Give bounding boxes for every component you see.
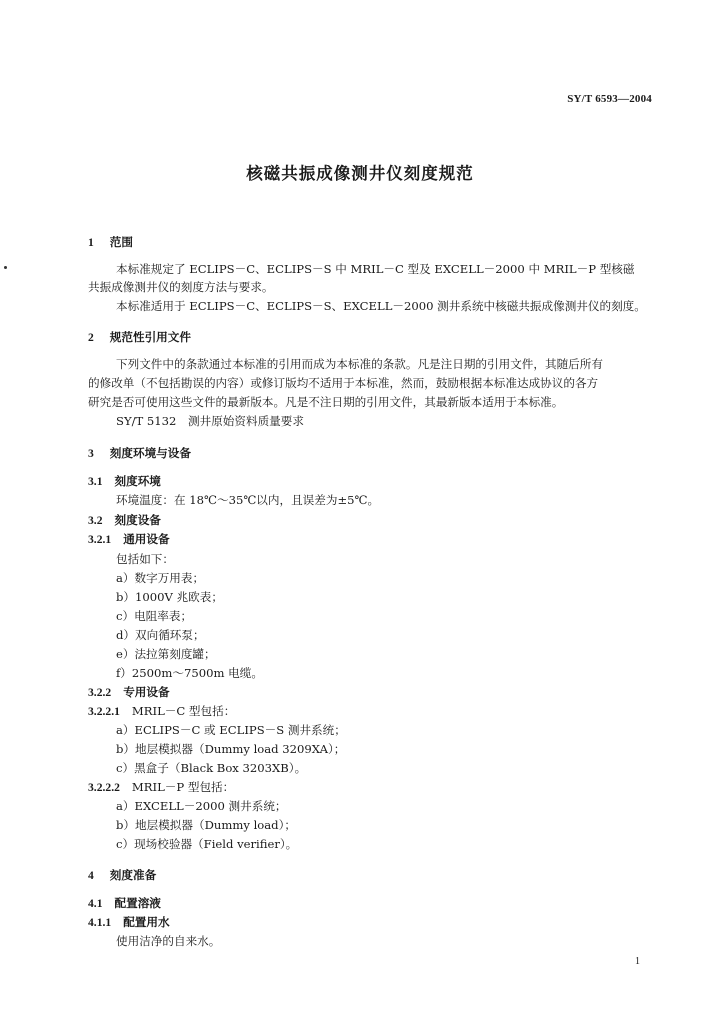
section-1-heading	[88, 235, 133, 250]
subsection-number: 4.1.1	[88, 916, 112, 929]
subsection-title: 刻度环境	[114, 474, 161, 488]
subsection-number: 3.2.2.2	[88, 781, 120, 794]
list-item: c）现场校验器（Field verifier）。	[116, 837, 298, 851]
subsection-number: 3.2.2.1	[88, 705, 120, 718]
subsection-4-1-heading	[88, 896, 161, 911]
section-number: 4	[88, 869, 94, 882]
list-item: a）ECLIPS－C 或 ECLIPS－S 测井系统；	[116, 723, 346, 737]
subsection-title: 配置用水	[123, 915, 170, 929]
paragraph: 本标准适用于 ECLIPS－C、ECLIPS－S、EXCELL－2000 测井系统中核磁共振成像测井仪的刻度。	[116, 299, 646, 313]
list-item: b）地层模拟器（Dummy load 3209XA）；	[116, 742, 346, 756]
subsection-title: 专用设备	[123, 685, 170, 699]
document-header-code: SY/T 6593—2004	[567, 93, 652, 105]
subsection-number: 3.2.2	[88, 686, 112, 699]
subsection-number: 3.2.1	[88, 533, 112, 546]
page-number: 1	[635, 956, 640, 967]
subsection-3-2-2-heading	[88, 685, 170, 700]
document-title: 核磁共振成像测井仪刻度规范	[246, 164, 474, 183]
list-item: d）双向循环泵；	[116, 628, 205, 642]
subsection-title: 通用设备	[123, 532, 170, 546]
subsection-text: MRIL－C 型包括：	[131, 704, 236, 718]
section-title: 刻度准备	[109, 868, 157, 882]
paragraph: 共振成像测井仪的刻度方法与要求。	[88, 280, 274, 294]
subsection-title: 刻度设备	[114, 513, 161, 527]
section-4-heading	[88, 868, 156, 883]
list-item: c）电阻率表；	[116, 609, 193, 623]
subsection-number: 3.2	[88, 514, 103, 527]
section-3-heading	[88, 446, 191, 461]
list-item: e）法拉第刻度罐；	[116, 647, 216, 661]
section-number: 3	[88, 447, 94, 460]
section-title: 规范性引用文件	[109, 330, 191, 344]
subsection-number: 4.1	[88, 897, 103, 910]
subsection-number: 3.1	[88, 475, 103, 488]
section-2-heading	[88, 330, 191, 345]
paragraph: 研究是否可使用这些文件的最新版本。凡是不注日期的引用文件，其最新版本适用于本标准。	[88, 395, 564, 409]
subsection-3-2-2-1	[88, 704, 235, 719]
list-item: c）黑盒子（Black Box 3203XB）。	[116, 761, 307, 775]
subsection-title: 配置溶液	[114, 896, 161, 910]
subsection-3-1-heading	[88, 474, 161, 489]
list-item: b）地层模拟器（Dummy load）；	[116, 818, 296, 832]
margin-mark	[4, 266, 7, 269]
section-number: 2	[88, 331, 94, 344]
normative-reference: SY/T 5132 测井原始资料质量要求	[116, 414, 304, 428]
subsection-3-2-1-heading	[88, 532, 170, 547]
subsection-3-2-2-2	[88, 780, 234, 795]
section-title: 范围	[109, 235, 133, 249]
paragraph: 的修改单（不包括勘误的内容）或修订版均不适用于本标准，然而，鼓励根据本标准达成协议的各方	[88, 376, 599, 390]
paragraph: 使用洁净的自来水。	[116, 934, 221, 948]
list-item: b）1000V 兆欧表；	[116, 590, 223, 604]
paragraph: 下列文件中的条款通过本标准的引用而成为本标准的条款。凡是注日期的引用文件，其随后所有	[116, 357, 603, 371]
subsection-4-1-1-heading	[88, 915, 170, 930]
list-item: a）EXCELL－2000 测井系统；	[116, 799, 287, 813]
paragraph: 本标准规定了 ECLIPS－C、ECLIPS－S 中 MRIL－C 型及 EXCELL－2000 中 MRIL－P 型核磁	[116, 262, 635, 276]
section-title: 刻度环境与设备	[109, 446, 191, 460]
list-item: a）数字万用表；	[116, 571, 205, 585]
subsection-text: MRIL－P 型包括：	[131, 780, 235, 794]
list-item: f）2500m～7500m 电缆。	[116, 666, 263, 680]
paragraph: 环境温度：在 18℃～35℃以内，且误差为±5℃。	[116, 493, 380, 507]
subsection-3-2-heading	[88, 513, 161, 528]
section-number: 1	[88, 236, 94, 249]
list-intro: 包括如下：	[116, 552, 174, 566]
